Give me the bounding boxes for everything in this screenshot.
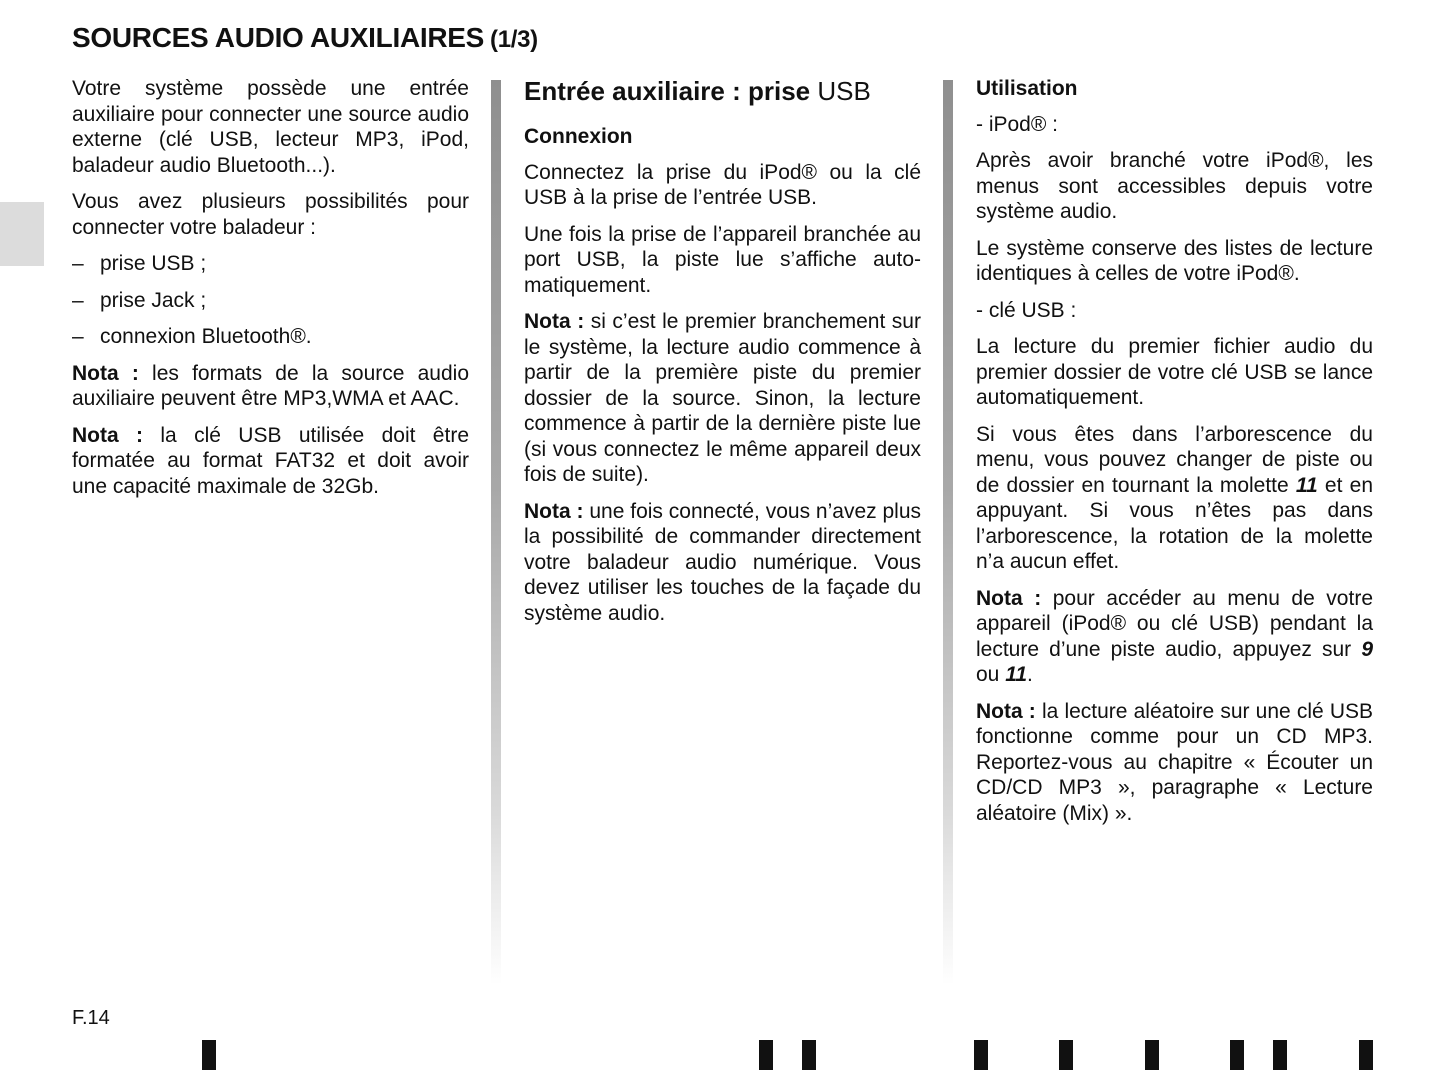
nota-first-connection	[524, 309, 921, 488]
registration-mark	[1059, 1040, 1073, 1070]
connexion-subheading: Connexion	[524, 125, 633, 148]
list-item	[72, 288, 469, 314]
registration-mark	[1273, 1040, 1287, 1070]
list-item	[72, 251, 469, 277]
nota-text: ou	[976, 663, 1006, 686]
page-number: F.14	[72, 1007, 110, 1029]
usb-autoplay-paragraph: La lecture du premier fichier audio du premier dossier de votre clé USB se lance automatiquement.	[976, 335, 1373, 409]
registration-mark	[1359, 1040, 1373, 1070]
column-intro	[72, 76, 469, 510]
paragraph-text: et en appuyant. Si vous n’êtes pas dans l’arborescence, la rotation de la molette n’a aucun effet.	[976, 473, 1373, 573]
nota-control	[524, 499, 921, 627]
nota-label: Nota :	[72, 361, 139, 385]
nota-text: si c’est le premier branchement sur le système, la lecture audio commence à partir de la première piste du premier dossier de la source. Sinon, la lecture commence à partir de la dernière piste lue (si vous connectez le même appareil deux fois de suite).	[524, 310, 921, 486]
section-heading	[524, 76, 921, 106]
nota-shuffle	[976, 699, 1373, 827]
menu-navigation-paragraph	[976, 422, 1373, 575]
paragraph-text: Si vous êtes dans l’arborescence du menu, vous pouvez changer de piste ou de dossier en tournant la molette	[976, 422, 1373, 497]
nota-label: Nota :	[976, 699, 1036, 723]
control-number: 9	[1361, 637, 1373, 661]
nota-text: la lecture aléatoire sur une clé USB fonctionne comme pour un CD MP3. Reportez-vous au chapitre « Écouter un CD/CD MP3 », paragraphe « Lecture aléatoire (Mix) ».	[976, 699, 1373, 825]
nota-label: Nota :	[524, 310, 585, 333]
registration-mark	[1230, 1040, 1244, 1070]
possibilities-paragraph: Vous avez plusieurs possibilités pour connecter votre baladeur :	[72, 190, 469, 239]
control-number: 11	[1005, 663, 1028, 686]
column-divider	[491, 80, 501, 985]
nota-text: une fois connecté, vous n’avez plus la possibilité de commander directement votre baladeur audio numérique. Vous devez utiliser les touches de la façade du système audio.	[524, 499, 921, 625]
ipod-paragraph: Après avoir branché votre iPod®, les menus sont accessibles depuis votre système audio.	[976, 149, 1373, 223]
dash-bullet: –	[72, 288, 84, 312]
usb-label: - clé USB :	[976, 298, 1077, 322]
registration-mark	[974, 1040, 988, 1070]
list-item-text: prise Jack ;	[100, 288, 207, 312]
page-title-part: (1/3)	[490, 26, 538, 53]
registration-mark	[759, 1040, 773, 1070]
nota-menu-access	[976, 586, 1373, 688]
nota-fat32	[72, 423, 469, 500]
connexion-paragraph: Connectez la prise du iPod® ou la clé USB à la prise de l’entrée USB.	[524, 160, 921, 209]
control-number: 11	[1295, 473, 1318, 497]
nota-label: Nota :	[524, 499, 584, 523]
dash-bullet: –	[72, 252, 84, 275]
section-heading-bold: Entrée auxiliaire : prise	[524, 76, 811, 106]
list-item	[72, 324, 469, 350]
nota-label: Nota :	[72, 423, 144, 447]
nota-text: pour accéder au menu de votre appareil (iPod® ou clé USB) pendant la lecture d’une piste audio, appuyez sur	[976, 586, 1373, 661]
dash-bullet: –	[72, 325, 84, 348]
list-item-text: connexion Bluetooth®.	[100, 325, 312, 348]
registration-mark	[202, 1040, 216, 1070]
ipod-label: - iPod® :	[976, 112, 1059, 136]
registration-mark	[1145, 1040, 1159, 1070]
nota-text: la clé USB utilisée doit être formatée au format FAT32 et doit avoir une capacité maximale de 32Gb.	[72, 423, 469, 498]
nota-label: Nota :	[976, 586, 1042, 610]
section-heading-light: USB	[810, 76, 871, 106]
nota-formats	[72, 361, 469, 412]
registration-mark	[802, 1040, 816, 1070]
column-divider	[943, 80, 953, 985]
intro-paragraph: Votre système possède une entrée auxiliaire pour connecter une source audio externe (clé USB, lecteur MP3, iPod, baladeur audio Bluetooth...).	[72, 77, 469, 177]
column-usb-input	[524, 76, 921, 637]
playlist-paragraph: Le système conserve des listes de lecture identiques à celles de votre iPod®.	[976, 236, 1373, 285]
nota-text: .	[1027, 663, 1033, 686]
list-item-text: prise USB ;	[100, 252, 207, 275]
connection-list	[72, 251, 469, 350]
nota-text: les formats de la source audio auxiliaire peuvent être MP3,WMA et AAC.	[72, 361, 469, 410]
utilisation-subheading: Utilisation	[976, 77, 1078, 100]
page-title	[72, 22, 538, 54]
autoplay-paragraph: Une fois la prise de l’appareil branchée au port USB, la piste lue s’affiche automatiquement.	[524, 222, 921, 297]
column-usage	[976, 76, 1373, 837]
page-title-main: SOURCES AUDIO AUXILIAIRES	[72, 22, 485, 53]
section-tab-marker	[0, 202, 44, 266]
